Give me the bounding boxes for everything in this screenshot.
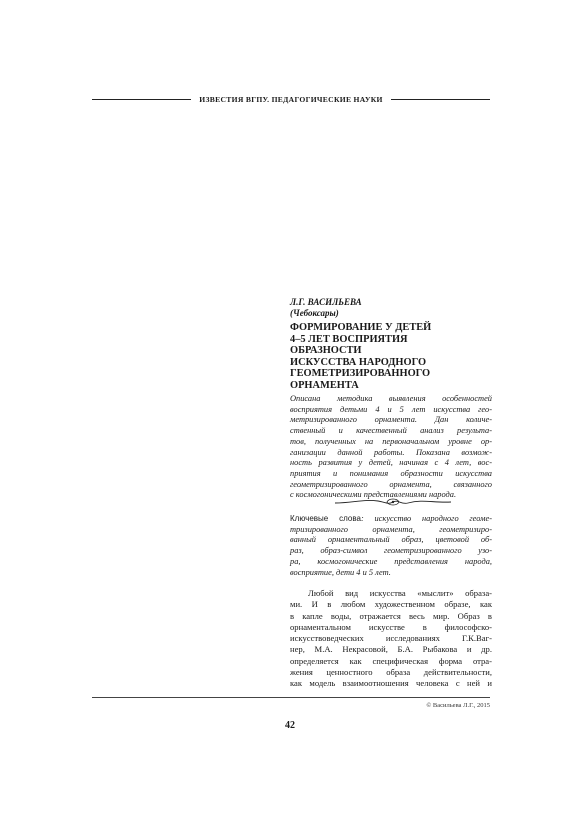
abstract-line: восприятия детьми 4 и 5 лет искусства гео-	[290, 404, 492, 414]
abstract-line: ность развития у детей, начиная с 4 лет, вос-	[290, 458, 492, 468]
author-name: Л.Г. ВАСИЛЬЕВА	[290, 297, 362, 307]
abstract-line: метризированного орнамента. Дан количе-	[290, 415, 492, 425]
title-line: ОБРАЗНОСТИ	[290, 345, 362, 357]
keywords	[290, 514, 492, 578]
keywords-line: раз, образ-символ геометризированного узо-	[290, 546, 492, 556]
keywords-line: ра, космогонические представления народа,	[290, 556, 492, 566]
author-affiliation: (Чебоксары)	[290, 308, 339, 318]
title-line: ИСКУССТВА НАРОДНОГО	[290, 356, 427, 368]
body-line: ми. И в любом художественном образе, как	[290, 599, 492, 610]
author-block	[290, 297, 492, 319]
abstract-line: ганизации данной работы. Показана возмож-	[290, 447, 492, 457]
copyright-notice: © Васильева Л.Г., 2015	[426, 702, 490, 709]
keywords-label: Ключевые слова	[290, 514, 361, 523]
body-line: как модель взаимоотношения человека с ней и	[290, 678, 492, 689]
footer-rule	[92, 697, 490, 698]
body-text	[290, 588, 492, 690]
abstract-line: с космогоническими представлениями народа.	[290, 490, 457, 500]
abstract	[290, 394, 492, 501]
keywords-line: : искусство народного геоме-	[360, 514, 492, 523]
journal-title: ИЗВЕСТИЯ ВГПУ. ПЕДАГОГИЧЕСКИЕ НАУКИ	[199, 94, 383, 104]
abstract-line: тов, полученных на первоначальном уровне ор-	[290, 436, 492, 446]
body-line: определяется как специфическая форма отра-	[290, 655, 492, 666]
ornament-divider	[333, 497, 453, 507]
running-head	[92, 92, 490, 106]
keywords-line: восприятие, дети 4 и 5 лет.	[290, 567, 391, 577]
keywords-line: тризированного орнамента, геометризиро-	[290, 524, 492, 534]
abstract-line: Описана методика выявления особенностей	[290, 394, 492, 403]
body-line: Любой вид искусства «мыслит» образа-	[308, 588, 492, 598]
page-number: 42	[285, 720, 295, 731]
keywords-line: ванный орнаментальный образ, цветовой об-	[290, 535, 492, 545]
running-head-rule-left	[92, 99, 191, 100]
article-title	[290, 322, 492, 392]
running-head-rule-right	[391, 99, 490, 100]
body-line: в капле воды, отражается весь мир. Образ в	[290, 610, 492, 621]
body-line: нер, М.А. Некрасовой, Б.А. Рыбакова и др.	[290, 644, 492, 655]
body-line: орнаментальном искусстве в философско-	[290, 621, 492, 632]
body-line: жения ценностного образа действительности,	[290, 667, 492, 678]
body-line: искусствоведческих исследованиях Г.К.Ваг-	[290, 633, 492, 644]
abstract-line: приятия и понимания образности искусства	[290, 468, 492, 478]
title-line: ГЕОМЕТРИЗИРОВАННОГО	[290, 368, 431, 380]
keywords-first-line	[290, 514, 492, 525]
abstract-line: ственный и качественный анализ результа-	[290, 426, 492, 436]
title-line: ФОРМИРОВАНИЕ У ДЕТЕЙ	[290, 322, 432, 333]
title-line: ОРНАМЕНТА	[290, 379, 359, 391]
title-line: 4–5 ЛЕТ ВОСПРИЯТИЯ	[290, 333, 408, 345]
abstract-line: геометризированного орнамента, связанного	[290, 479, 492, 489]
